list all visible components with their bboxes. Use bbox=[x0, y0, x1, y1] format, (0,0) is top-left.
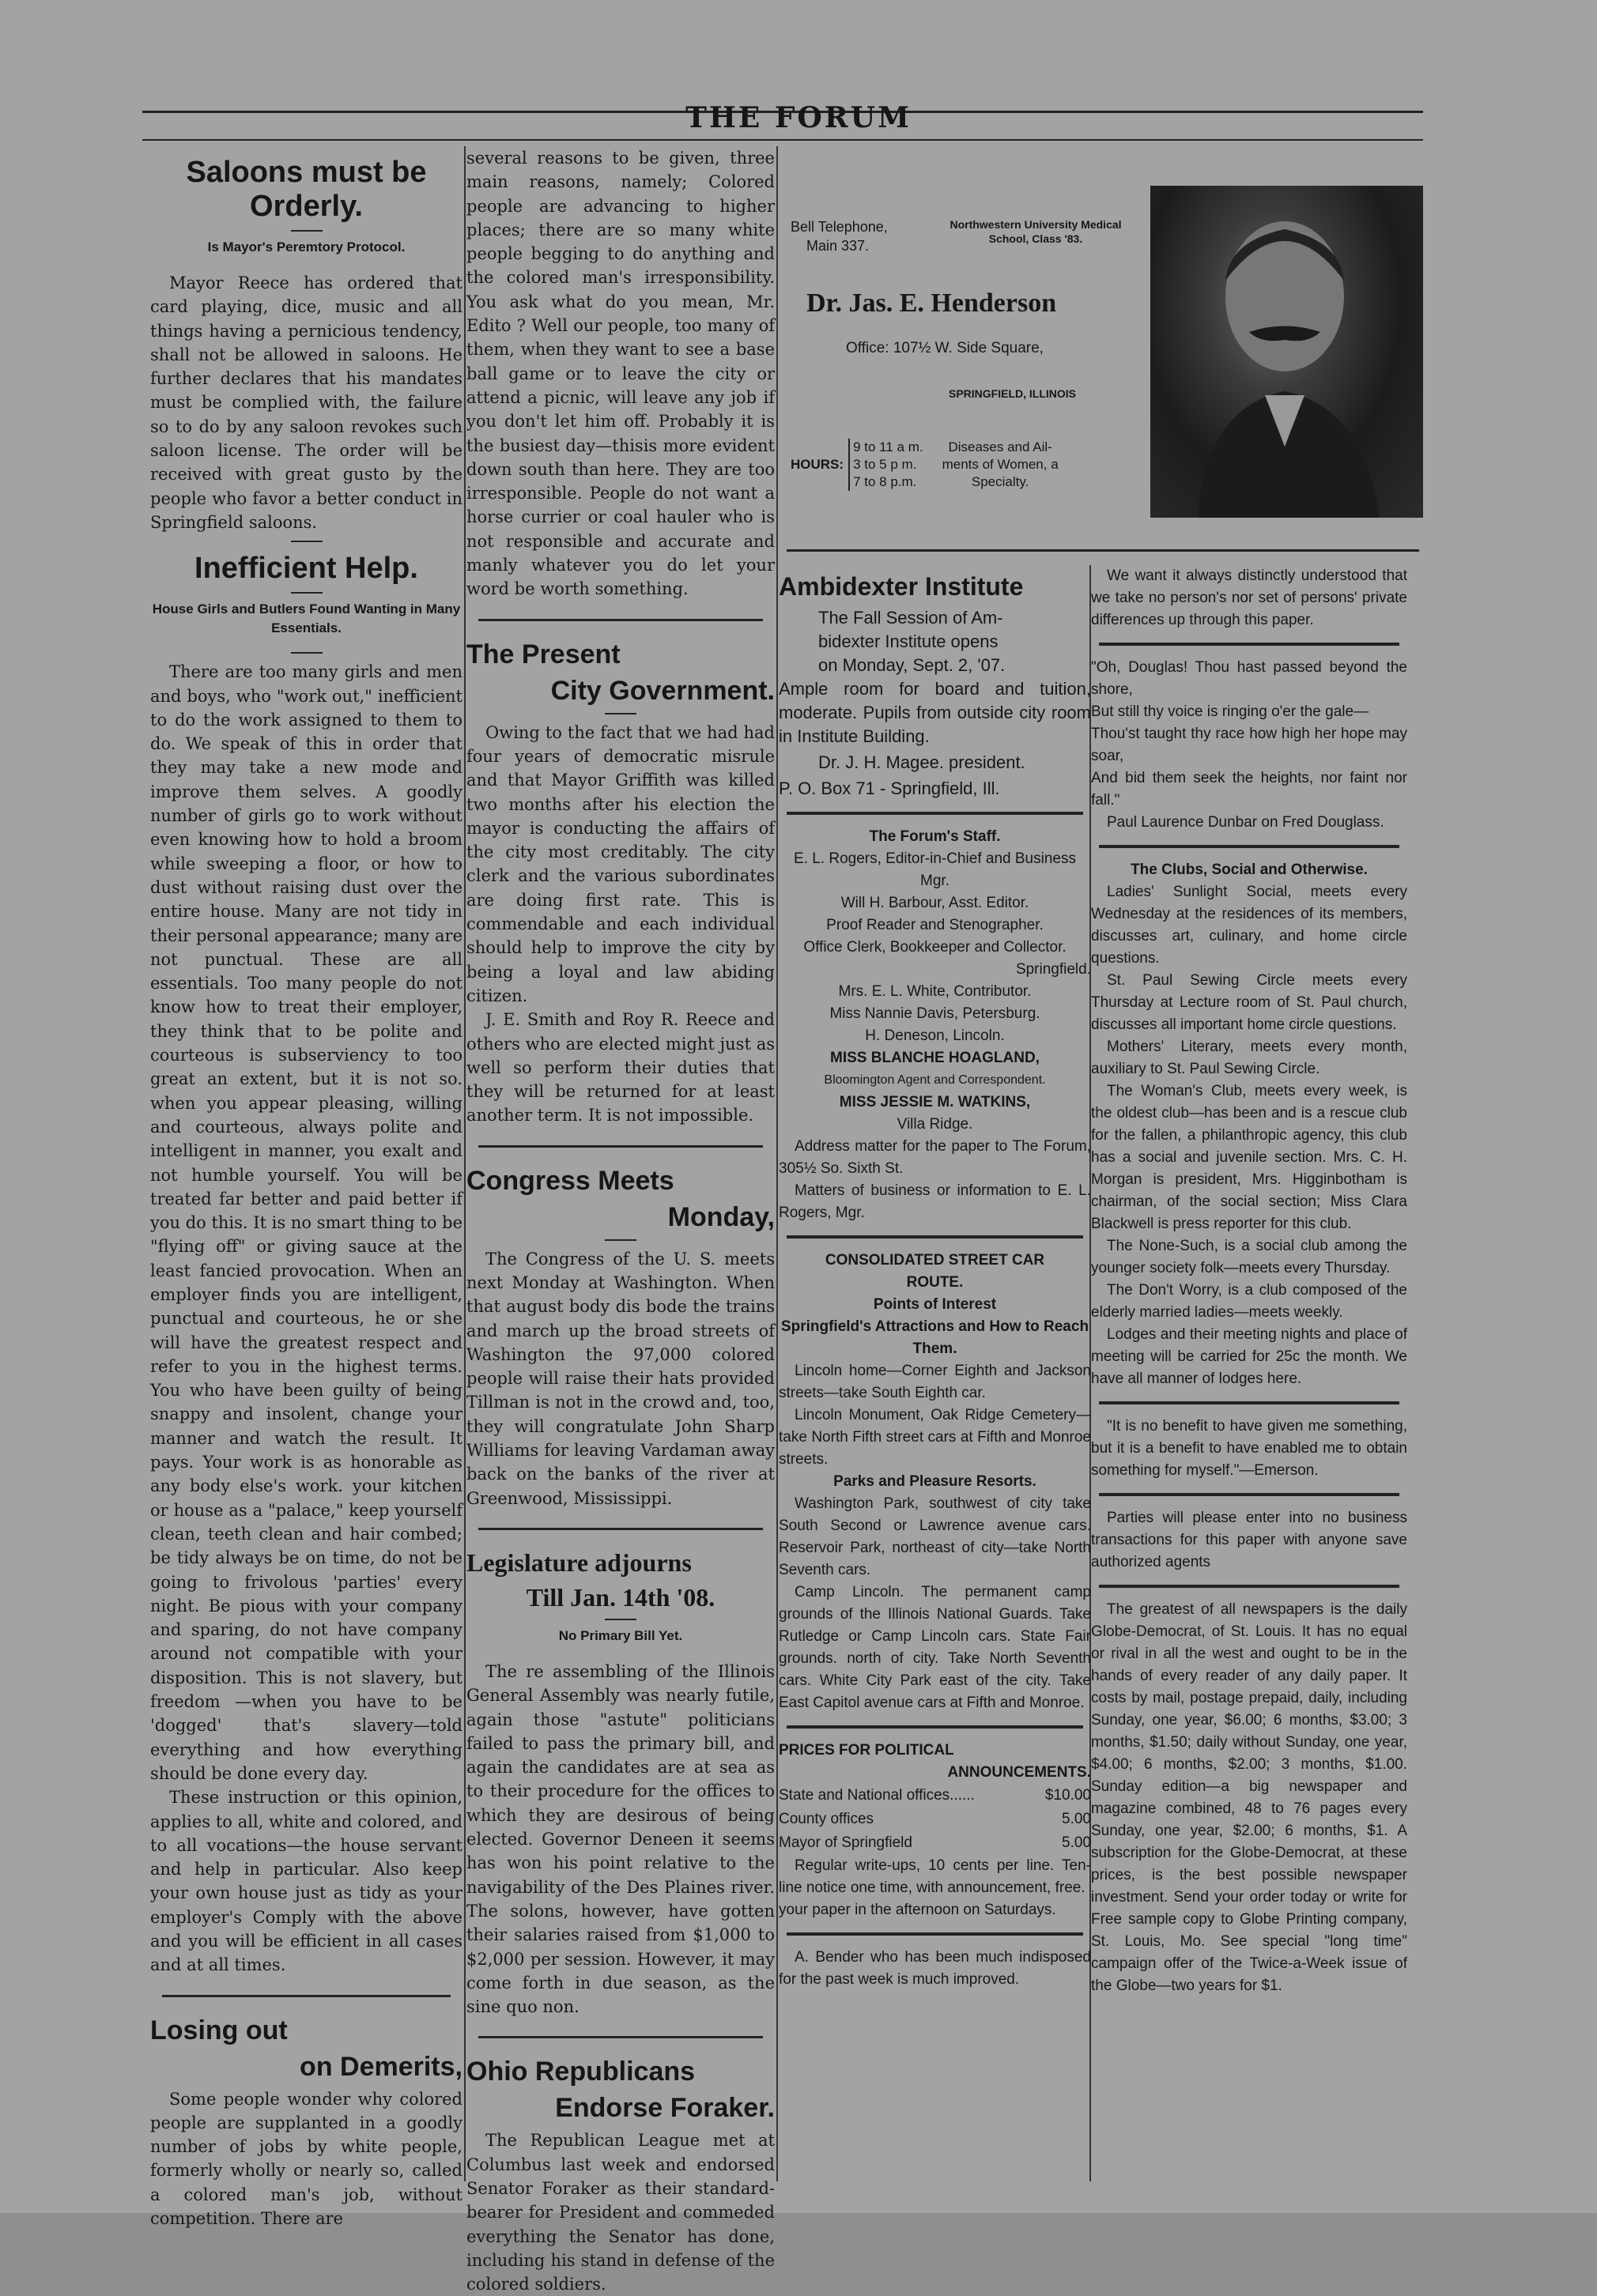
article-body-continued: several reasons to be given, three main reasons, namely; Colored people are advancing to higher places; there are so many white people begging to do anything and the colored man's irresponsibility. You ask what do you mean, Mr. Edito ? Well our people, too many of them, when they want to see a base ball game or to leave the city or attend a picnic, will leave any job if you don't let him off. Probably it is the busiest day—thisis more evident down south than here. They are too irresponsible. People do not want a horse currier or coal hauler who is not responsible and accurate and manly whatever you do let your word be worth something. bbox=[466, 149, 775, 599]
masthead: THE FORUM bbox=[685, 101, 912, 134]
clubs-section bbox=[1091, 859, 1407, 1390]
section-rule bbox=[1099, 845, 1399, 848]
institute-body: Ample room for board and tuition, moderate. Pupils from outside city room in Institute Building. bbox=[779, 679, 1091, 746]
club-item: The None-Such, is a social club among the younger society folk—meets every Thursday. bbox=[1091, 1238, 1407, 1276]
club-item: The Woman's Club, meets every week, is the oldest club—has been and is a rescue club for the fallen, a philanthropic agency, this club has a social and juvenile section. Mrs. C. H. Morgan is president, Mrs. Higginbotham is chairman, of the social section; Miss Clara Blackwell is press reporter for this club. bbox=[1091, 1083, 1407, 1232]
article-inefficient-help bbox=[150, 552, 462, 1977]
club-item: Mothers' Literary, meets every month, auxiliary to St. Paul Sewing Circle. bbox=[1091, 1039, 1407, 1077]
school-info: Northwestern University Medical School, Class '83. bbox=[950, 218, 1122, 245]
subheadline: House Girls and Butlers Found Wanting in Many Essentials. bbox=[152, 601, 461, 636]
section-rule bbox=[162, 1995, 451, 1997]
institute-address: P. O. Box 71 - Springfield, Ill. bbox=[779, 779, 1000, 798]
headline: Losing out bbox=[150, 2015, 288, 2045]
column-rule bbox=[464, 146, 466, 2181]
doctor-name: Dr. Jas. E. Henderson bbox=[806, 288, 1057, 318]
headline: Ambidexter Institute bbox=[779, 572, 1024, 601]
article-body: There are too many girls and men and boys, who "work out," inefficient to do the work assigned to them to do. We speak of this in order that they may take a new mode and improve them selves. A goodly number of girls go to work without even knowing how to hold a broom while sweeping a floor, or how to dust without raising dust over the entire house. Many are not tidy in their personal appearance; many are not punctual. These are all essentials. Too many people do not know how to treat their employer, they think that to be polite and courteous is subserviency to too great an extent, but it is not so. when you appear pleasing, willing and courteous, always polite and intelligent in manner, you exalt and not humble yourself. You will be treated far better and paid better if you do this. It is no smart thing to be "flying off" or giving sauce at the least fancied provocation. When an employer finds you are intelligent, punctual and courteous, he or she will have the greatest respect and refer to you in the highest terms. You who have been guilty of being snappy and insolent, change your manner and watch the result. It pays. Your work is as honorable as any body else's work. your kitchen or house as a "palace," keep yourself clean, teeth clean and hair combed; be tidy always be on time, do not be going to frivolous 'parties' every night. Be pious with your company and sparing, do not have company around not compatible with your disposition. This is not slavery, but freedom —when you have to be 'dogged' that's slavery—told everything and how everything should be done every day. These instruction or this opinion, applies to all, white and colored, and to all vocations—the house servant and help in particular. Also keep your own house just as tidy as your employer's Comply with the above and you will be efficient in all cases and at all times. bbox=[150, 662, 463, 1975]
institute-advertisement bbox=[779, 571, 1091, 801]
office-hours: HOURS: 9 to 11 a m. 3 to 5 p m. 7 to 8 p.m. Diseases and Ail- ments of Women, a Specialty. bbox=[791, 439, 1059, 489]
article-body: Some people wonder why colored people are supplanted in a goodly number of jobs by white people, formerly wholly or nearly so, called a colored man's job, without competition. There are bbox=[150, 2089, 462, 2229]
article-body: Owing to the fact that we had had four years of democratic misrule and that Mayor Griffith was killed two months after his election the mayor is conducting the affairs of the city most creditably. The city clerk and the various subordinates are doing first rate. This is commendable and each individual should help to improve the city by being a loyal and law abiding citizen. J. E. Smith and Roy R. Reece and others who are elected might just as well so perform their duties that they will be returned for at least another term. It is not impossible. bbox=[466, 722, 775, 1125]
article-body: Mayor Reece has ordered that card playing, dice, music and all things having a pernicious tendency, shall not be allowed in saloons. He further declares that his mandates must be complied with, the failure so to do by any saloon revokes such saloon license. The order will be received with great gusto by the people who favor a better conduct in Springfield saloons. bbox=[150, 273, 462, 532]
staff-business: Matters of business or information to E. L. Rogers, Mgr. bbox=[779, 1182, 1091, 1221]
portrait-illustration bbox=[1150, 186, 1423, 518]
globe-democrat-ad: The greatest of all newspapers is the daily Globe-Democrat, of St. Louis. It has no equal or rival in all the west and ought to be in the hands of every reader of any daily paper. It costs by mail, postage prepaid, daily, including Sunday, one year, $6.00; 6 months, $3.00; 3 months, $1.50; daily without Sunday, one year, $4.00; 6 months, $2.00; 3 months, $1.00. Sunday edition—a big newspaper and magazine combined, 48 to 76 pages every Sunday, one year, $2.00; 6 months, $1. A subscription for the Globe-Democrat, at these prices, is the best possible newspaper investment. Send your order today or write for Free sample copy to Globe Printing company, St. Louis, Mo. See special "long time" campaign offer of the Twice-a-Week issue of the Globe—two years for $1. bbox=[1091, 1601, 1407, 1994]
article-demerits bbox=[150, 2015, 462, 2231]
headline: Monday, bbox=[667, 1201, 775, 1232]
club-item: The Don't Worry, is a club composed of the elderly married ladies—meets weekly. bbox=[1091, 1282, 1407, 1321]
section-rule bbox=[478, 619, 763, 621]
doctor-portrait bbox=[1150, 186, 1423, 518]
streetcar-guide: CONSOLIDATED STREET CAR ROUTE. Points of Interest Springfield's Attractions and How to Reach Them. Lincoln home—Corner Eighth and Jackson streets—take South Eighth car. Lincoln Monument, Oak Ridge Cemetery—take North Fifth street cars at Fifth and Monroe streets. Parks and Pleasure Resorts. Washington Park, southwest of city take South Second or Lawrence avenue cars. Reservoir Park, northeast of city—take North Seventh cars. Camp Lincoln. The permanent camp grounds of the Illinois National Guards. Take Rutledge or Camp Lincoln cars. State Fair grounds. north of city. Take North Seventh cars. White City Park east of the city. Take East Capitol avenue cars at Fifth and Monroe. bbox=[779, 1252, 1091, 1711]
headline: Endorse Foraker. bbox=[555, 2093, 775, 2124]
city-name: SPRINGFIELD, ILLINOIS bbox=[949, 387, 1077, 400]
institute-president: Dr. J. H. Magee. president. bbox=[818, 752, 1025, 772]
article-saloons bbox=[150, 156, 462, 534]
column-4 bbox=[1091, 565, 1407, 2177]
article-city-government bbox=[466, 639, 775, 1128]
column-1 bbox=[150, 146, 463, 2229]
column-rule bbox=[776, 146, 778, 2181]
agents-notice: Parties will please enter into no business transactions for this paper with anyone save authorized agents bbox=[1091, 1510, 1407, 1570]
staff-title: The Forum's Staff. bbox=[869, 828, 1001, 845]
section-rule bbox=[787, 812, 1083, 815]
section-rule bbox=[1099, 1585, 1399, 1588]
divider bbox=[291, 652, 323, 654]
masthead-rule-bottom bbox=[142, 139, 1423, 141]
article-body: The Republican League met at Columbus last week and endorsed Senator Foraker as their standard-bearer for President and commeded everything the Senator has done, including his stand in defense of the colored soldiers. bbox=[466, 2131, 775, 2294]
prices-table: PRICES FOR POLITICAL ANNOUNCEMENTS. State and National offices...... $10.00 County offices 5.00 Mayor of Springfield 5.00 Regular write-ups, 10 cents per line. Ten-line notice one time, with announcement, free. your paper in the afternoon on Saturdays. bbox=[779, 1742, 1091, 1918]
headline: on Demerits, bbox=[300, 2051, 462, 2082]
staff-box bbox=[779, 826, 1091, 1224]
article-legislature bbox=[466, 1548, 775, 2019]
clubs-title: The Clubs, Social and Otherwise. bbox=[1131, 861, 1368, 878]
divider bbox=[291, 592, 323, 594]
price-row: State and National offices...... $10.00 bbox=[779, 1787, 1091, 1804]
editorial-notice: We want it always distinctly understood that we take no person's nor set of persons' private differences up through this paper. bbox=[1091, 567, 1407, 628]
subheadline: No Primary Bill Yet. bbox=[558, 1627, 683, 1643]
club-item: Ladies' Sunlight Social, meets every Wednesday at the residences of its members, discusses art, culinary, and home circle questions. bbox=[1091, 884, 1407, 967]
subheadline: Is Mayor's Peremtory Protocol. bbox=[207, 239, 406, 254]
staff-list: E. L. Rogers, Editor-in-Chief and Business Mgr. Will H. Barbour, Asst. Editor. Proof Reader and Stenographer. Office Clerk, Bookkeeper and Collector. Springfield. Mrs. E. L. White, Contributor. Miss Nannie Davis, Petersburg. H. Deneson, Lincoln. MISS BLANCHE HOAGLAND, Bloomington Agent and Correspondent. MISS JESSIE M. WATKINS, Villa Ridge. bbox=[794, 850, 1091, 1133]
bender-notice: A. Bender who has been much indisposed for the past week is much improved. bbox=[779, 1949, 1091, 1988]
headline: Legislature adjourns bbox=[466, 1548, 692, 1577]
section-rule bbox=[787, 1932, 1083, 1936]
price-row: Mayor of Springfield 5.00 bbox=[779, 1834, 1091, 1851]
headline: The Present bbox=[466, 639, 621, 669]
office-address: Office: 107½ W. Side Square, bbox=[846, 340, 1044, 356]
column-3 bbox=[779, 565, 1091, 2177]
article-body: The Congress of the U. S. meets next Monday at Washington. When that august body dis bode the trains and march up the broad streets of Washington the 97,000 colored people will raise their hats provided Tillman is not in the crowd and, too, they will congratulate John Sharp Williams for leaving Vardaman away back on the banks of the river at Greenwood, Mississippi. bbox=[466, 1249, 775, 1508]
section-rule bbox=[478, 2036, 763, 2038]
section-rule bbox=[478, 1528, 763, 1530]
emerson-quote: "It is no benefit to have given me something, but it is a benefit to have enabled me to obtain something for myself."—Emerson. bbox=[1091, 1418, 1407, 1479]
section-rule bbox=[1099, 643, 1399, 646]
section-rule bbox=[787, 549, 1419, 552]
article-ohio bbox=[466, 2056, 775, 2296]
article-congress bbox=[466, 1165, 775, 1510]
divider bbox=[291, 541, 323, 542]
divider bbox=[291, 230, 323, 232]
article-body: The re assembling of the Illinois General Assembly was nearly futile, again those "astute" politicians failed to pass the primary bill, and again the candidates are at sea as to their procedure for the offices to which they are desirous of being elected. Governor Deneen it seems has won his point relative to the navigability of the Des Plaines river. The solons, however, have gotten their salaries raised from $1,000 to $2,000 per session. However, it may come forth in due season, as the sine quo non. bbox=[466, 1661, 775, 2017]
headline: Saloons must be Orderly. bbox=[186, 156, 427, 223]
headline: Congress Meets bbox=[466, 1165, 674, 1196]
phone-info: Bell Telephone, Main 337. bbox=[791, 219, 888, 254]
price-row: County offices 5.00 bbox=[779, 1811, 1091, 1827]
headline: Till Jan. 14th '08. bbox=[526, 1582, 715, 1612]
headline: Ohio Republicans bbox=[466, 2057, 696, 2087]
section-rule bbox=[1099, 1493, 1399, 1496]
divider bbox=[605, 1239, 636, 1241]
divider bbox=[605, 713, 636, 714]
poem: "Oh, Douglas! Thou hast passed beyond the shore, But still thy voice is ringing o'er the gale— Thou'st taught thy race how high her hope may soar, And bid them seek the heights, nor faint nor fall." Paul Laurence Dunbar on Fred Douglass. bbox=[1091, 659, 1407, 831]
club-item: St. Paul Sewing Circle meets every Thursday at Lecture room of St. Paul church, discusses all important home circle questions. bbox=[1091, 972, 1407, 1033]
column-2 bbox=[466, 146, 775, 2294]
club-item: Lodges and their meeting nights and place of meeting will be carried for 25c the month. We have all manner of lodges here. bbox=[1091, 1326, 1407, 1387]
headline: City Government. bbox=[550, 675, 775, 706]
divider bbox=[605, 1619, 636, 1620]
section-rule bbox=[787, 1725, 1083, 1729]
staff-address: Address matter for the paper to The Forum, 305½ So. Sixth St. bbox=[779, 1138, 1091, 1177]
institute-lines: The Fall Session of Am- bidexter Institute opens on Monday, Sept. 2, '07. bbox=[818, 608, 1006, 675]
section-rule bbox=[478, 1145, 763, 1148]
section-rule bbox=[1099, 1401, 1399, 1404]
section-rule bbox=[787, 1235, 1083, 1238]
headline: Inefficient Help. bbox=[194, 552, 418, 586]
